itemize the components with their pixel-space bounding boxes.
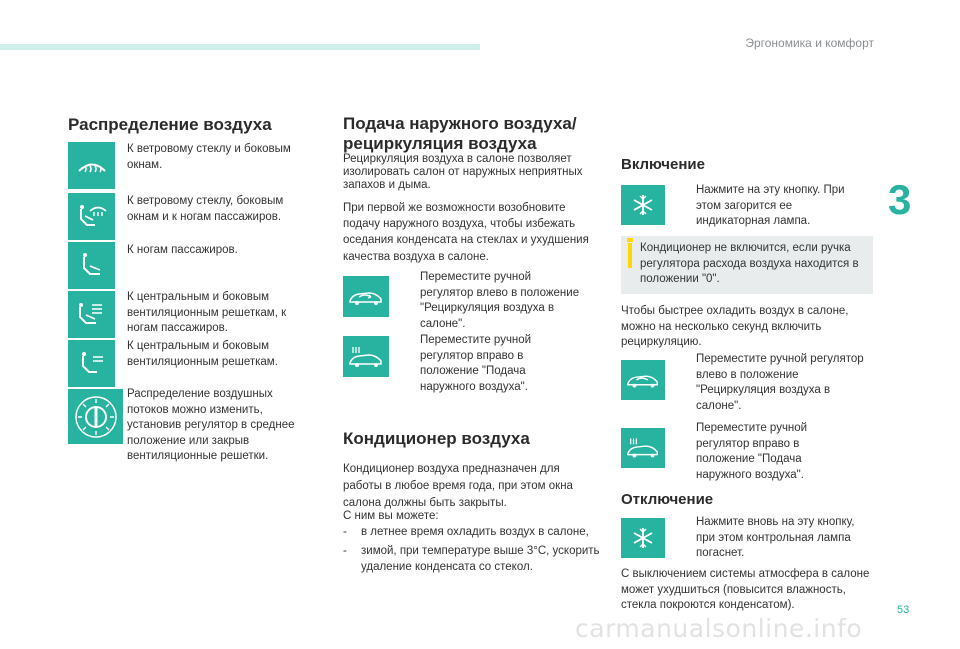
watermark: carmanualsonline.info: [575, 614, 863, 643]
item-text: К ветровому стеклу, боковым окнам и к ногам пассажиров.: [127, 195, 284, 223]
page-number: 53: [897, 604, 910, 616]
distribution-dial-icon: [68, 389, 123, 444]
air-distribution-title: Распределение воздуха: [68, 115, 272, 134]
windscreen-feet-icon: [68, 193, 115, 240]
list-item-text: зимой, при температуре выше 3°C, ускорить удаление конденсата со стекол.: [361, 545, 600, 573]
recirculation-title-line1: Подача наружного воздуха/: [343, 114, 577, 133]
recirculation-title: [343, 114, 577, 154]
cool-text: Чтобы быстрее охладить воздух в салоне, можно на несколько секунд включить рециркуляцию.: [621, 305, 849, 349]
item-text: Распределение воздушных потоков можно изменить, установив регулятор в среднее положение или закрыв вентиляционные решетки.: [127, 388, 295, 463]
switch-off-title: Отключение: [621, 491, 714, 508]
item-text: К центральным и боковым вентиляционным решеткам, к ногам пассажиров.: [127, 291, 287, 335]
snowflake-icon: [621, 518, 665, 558]
windscreen-demist-icon: [68, 142, 115, 189]
recirculation-icon: [621, 360, 665, 400]
off-text: Нажмите вновь на эту кнопку, при этом контрольная лампа погаснет.: [696, 516, 855, 560]
recirc-text: Переместите ручной регулятор влево в положение "Рециркуляция воздуха в салоне".: [696, 353, 864, 412]
list-dash: -: [343, 526, 347, 538]
off-note: С выключением системы атмосфера в салоне может ухудшиться (повысится влажность, стекла покроются конденсатом).: [621, 568, 870, 612]
fresh-air-icon: [343, 336, 389, 377]
switch-on-title: Включение: [621, 156, 705, 173]
recirc-text: Переместите ручной регулятор влево в положение "Рециркуляция воздуха в салоне".: [420, 271, 580, 330]
recirculation-title-line2: рециркуляция воздуха: [343, 134, 537, 153]
list-item-text: в летнее время охладить воздух в салоне,: [361, 526, 589, 538]
section-title: Эргономика и комфорт: [745, 36, 874, 50]
fresh-air-icon: [621, 428, 665, 468]
info-icon: [627, 238, 633, 242]
info-icon-bar: [628, 243, 632, 268]
on-text: Нажмите на эту кнопку. При этом загорится ее индикаторная лампа.: [696, 184, 845, 228]
fresh-text: Переместите ручной регулятор вправо в положение "Подача наружного воздуха".: [420, 334, 532, 393]
header-bar: [0, 44, 480, 50]
snowflake-icon: [621, 185, 665, 225]
recirculation-para1: Рециркуляция воздуха в салоне позволяет изолировать салон от наружных неприятных запахов и дыма.: [343, 153, 583, 191]
ac-intro: С ним вы можете:: [343, 510, 439, 522]
list-item: [343, 543, 601, 575]
ac-list: [343, 524, 601, 575]
item-text: К центральным и боковым вентиляционным решеткам.: [127, 340, 278, 368]
feet-icon: [68, 242, 115, 289]
vents-icon: [68, 340, 115, 387]
fresh-text: Переместите ручной регулятор вправо в положение "Подача наружного воздуха".: [696, 422, 808, 481]
recirculation-icon: [343, 276, 389, 317]
recirculation-para2: При первой же возможности возобновите подачу наружного воздуха, чтобы избежать оседания конденсата на стеклах и ухудшения качества воздуха в салоне.: [343, 202, 589, 263]
list-item: [343, 524, 601, 540]
vents-feet-icon: [68, 291, 115, 338]
ac-title: Кондиционер воздуха: [343, 429, 530, 448]
ac-para: Кондиционер воздуха предназначен для работы в любое время года, при этом окна салона должны быть закрыты.: [343, 463, 573, 509]
item-text: К ветровому стеклу и боковым окнам.: [127, 143, 291, 171]
item-text: К ногам пассажиров.: [127, 244, 238, 256]
list-dash: -: [343, 545, 347, 557]
chapter-number: 3: [888, 176, 912, 223]
info-text: Кондиционер не включится, если ручка регулятора расхода воздуха находится в положении "0".: [640, 242, 859, 286]
